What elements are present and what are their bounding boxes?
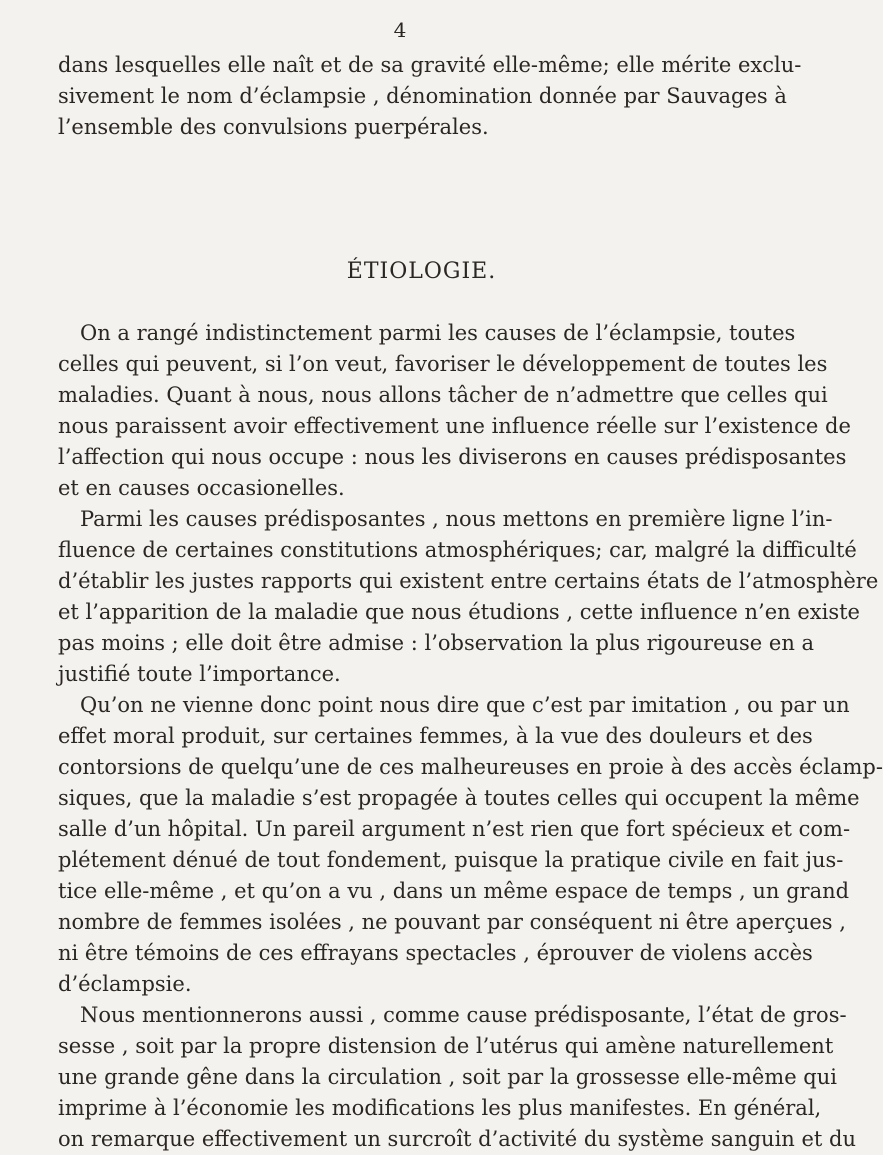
- text-line: sesse , soit par la propre distension de l’utérus qui amène naturellement: [58, 1034, 834, 1058]
- text-line: maladies. Quant à nous, nous allons tâcher de n’admettre que celles qui: [58, 383, 828, 407]
- text-line: effet moral produit, sur certaines femmes, à la vue des douleurs et des: [58, 724, 813, 748]
- text-line: ni être témoins de ces effrayans spectacles , éprouver de violens accès: [58, 941, 813, 965]
- text-line: l’ensemble des convulsions puerpérales.: [58, 115, 489, 139]
- section-heading: ÉTIOLOGIE.: [346, 259, 497, 284]
- text-line: sivement le nom d’éclampsie , dénomination donnée par Sauvages à: [58, 84, 787, 108]
- text-line: tice elle-même , et qu’on a vu , dans un même espace de temps , un grand: [58, 879, 850, 903]
- text-line: fluence de certaines constitutions atmosphériques; car, malgré la difficulté: [58, 538, 857, 562]
- text-line: d’éclampsie.: [58, 972, 192, 996]
- text-line: plétement dénué de tout fondement, puisque la pratique civile en fait jus-: [58, 848, 844, 872]
- text-line: celles qui peuvent, si l’on veut, favoriser le développement de toutes les: [58, 352, 828, 376]
- text-line: dans lesquelles elle naît et de sa gravité elle-même; elle mérite exclu-: [58, 53, 802, 77]
- text-line: salle d’un hôpital. Un pareil argument n’est rien que fort spécieux et com-: [58, 817, 851, 841]
- paragraph: [58, 1000, 856, 1155]
- text-line: On a rangé indistinctement parmi les causes de l’éclampsie, toutes: [80, 321, 796, 345]
- text-line: Nous mentionnerons aussi , comme cause prédisposante, l’état de gros-: [80, 1003, 847, 1027]
- paragraph: [58, 318, 851, 504]
- text-line: contorsions de quelqu’une de ces malheureuses en proie à des accès éclamp-: [58, 755, 883, 779]
- text-line: Qu’on ne vienne donc point nous dire que c’est par imitation , ou par un: [80, 693, 850, 717]
- text-line: siques, que la maladie s’est propagée à toutes celles qui occupent la même: [58, 786, 860, 810]
- paragraph: [58, 690, 883, 1000]
- text-line: on remarque effectivement un surcroît d’activité du système sanguin et du: [58, 1127, 856, 1151]
- opening-paragraph: [58, 50, 802, 143]
- text-line: et en causes occasionelles.: [58, 476, 345, 500]
- section-body: [58, 318, 883, 1155]
- page-number: 4: [393, 18, 407, 42]
- text-line: justifié toute l’importance.: [58, 662, 341, 686]
- text-line: pas moins ; elle doit être admise : l’observation la plus rigoureuse en a: [58, 631, 815, 655]
- text-line: l’affection qui nous occupe : nous les diviserons en causes prédisposantes: [58, 445, 847, 469]
- text-line: nombre de femmes isolées , ne pouvant par conséquent ni être aperçues ,: [58, 910, 846, 934]
- text-line: d’établir les justes rapports qui existent entre certains états de l’atmosphère: [58, 569, 879, 593]
- text-line: Parmi les causes prédisposantes , nous mettons en première ligne l’in-: [80, 507, 833, 531]
- text-line: une grande gêne dans la circulation , soit par la grossesse elle-même qui: [58, 1065, 837, 1089]
- text-line: imprime à l’économie les modifications les plus manifestes. En général,: [58, 1096, 822, 1120]
- paragraph: [58, 504, 879, 690]
- text-line: nous paraissent avoir effectivement une influence réelle sur l’existence de: [58, 414, 851, 438]
- text-line: et l’apparition de la maladie que nous étudions , cette influence n’en existe: [58, 600, 860, 624]
